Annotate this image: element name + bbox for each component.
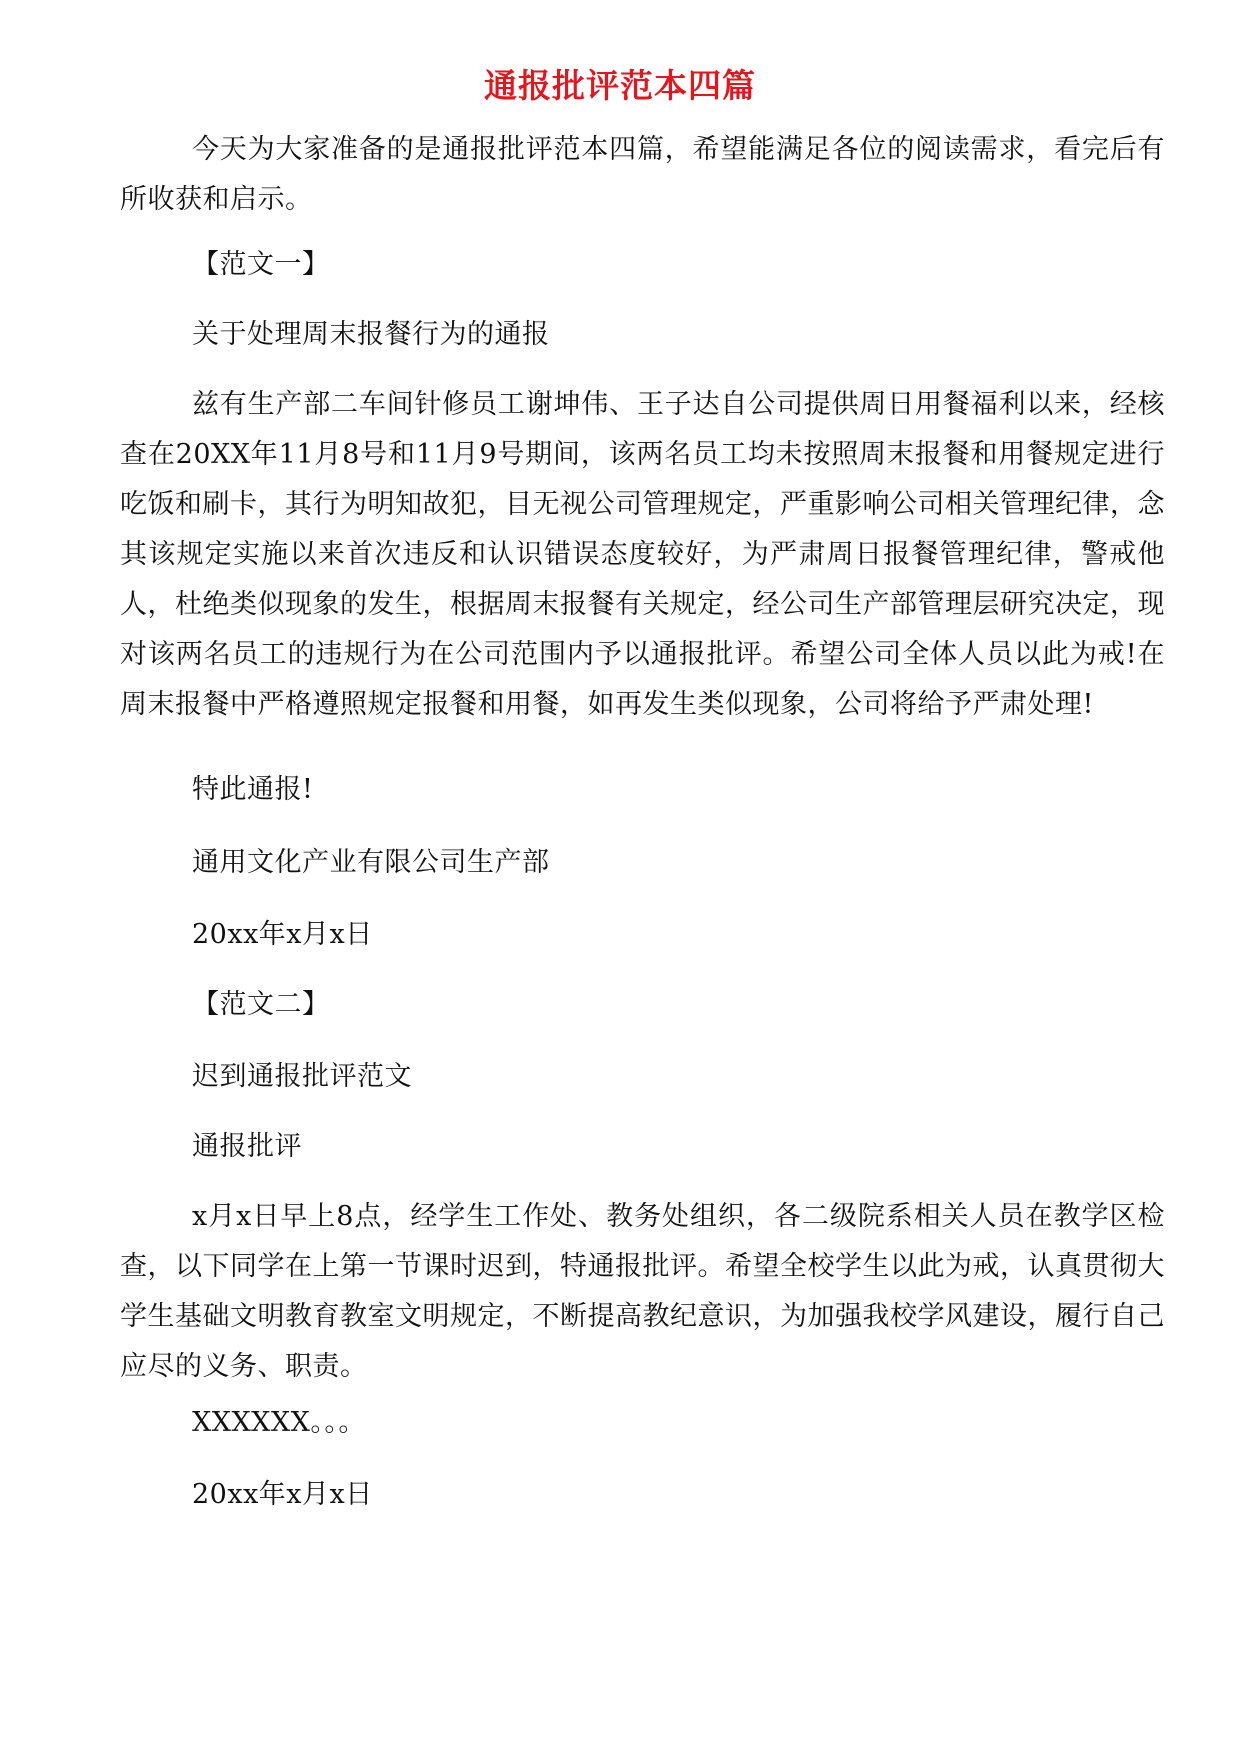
- sample1-closing: 特此通报!: [192, 774, 314, 805]
- sample2-heading: 迟到通报批评范文: [192, 1061, 412, 1092]
- sample2-body: x月x日早上8点，经学生工作处、教务处组织，各二级院系相关人员在教学区检查，以下同学在上第一节课时迟到，特通报批评。希望全校学生以此为戒，认真贯彻大学生基础文明教育教室文明规定，不断提高教纪意识，为加强我校学风建设，履行自己应尽的义务、职责。: [120, 1201, 1165, 1382]
- sample1-body: 兹有生产部二车间针修员工谢坤伟、王子达自公司提供周日用餐福利以来，经核查在20XX年11月8号和11月9号期间，该两名员工均未按照周末报餐和用餐规定进行吃饭和刷卡，其行为明知故犯，目无视公司管理规定，严重影响公司相关管理纪律，念其该规定实施以来首次违反和认识错误态度较好，为严肃周日报餐管理纪律，警戒他人，杜绝类似现象的发生，根据周末报餐有关规定，经公司生产部管理层研究决定，现对该两名员工的违规行为在公司范围内予以通报批评。希望公司全体人员以此为戒!在周末报餐中严格遵照规定报餐和用餐，如再发生类似现象，公司将给予严肃处理!: [120, 389, 1165, 720]
- intro-paragraph: 今天为大家准备的是通报批评范本四篇，希望能满足各位的阅读需求，看完后有所收获和启示。: [120, 134, 1165, 215]
- sample2-label: 【范文二】: [192, 989, 330, 1020]
- sample1-heading: 关于处理周末报餐行为的通报: [192, 319, 550, 350]
- sample2-date: 20xx年x月x日: [192, 1479, 373, 1510]
- document-title: 通报批评范本四篇: [484, 66, 756, 105]
- sample2-names: XXXXXX。。。: [192, 1407, 366, 1438]
- sample2-subheading: 通报批评: [192, 1131, 302, 1162]
- sample1-label: 【范文一】: [192, 249, 330, 280]
- sample1-signature: 通用文化产业有限公司生产部: [192, 847, 550, 878]
- sample1-date: 20xx年x月x日: [192, 919, 373, 950]
